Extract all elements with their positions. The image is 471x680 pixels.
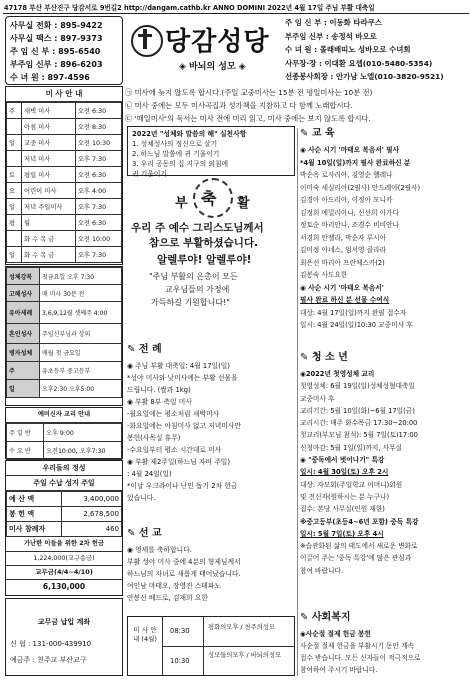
easter-greeting: 부 축 활 우리 주 예수 그리스도님께서 참으로 부활하셨습니다. 알렐루야! 알렐루야! "주님 부활의 은총이 모든 교우님들의 가정에 가득하길 기원합니다!"	[127, 178, 295, 320]
pen-icon: ✎	[127, 344, 139, 355]
education-title: ✎ 교 육	[300, 128, 335, 139]
masthead	[125, 15, 285, 85]
address-text: 47178 부산 부산진구 당감서로 9번길2 http://dangam.cathb.kr ANNO DOMINI 2022년 4월 17일 주님 부활 대축일	[4, 4, 375, 12]
poor-offering-amount: 1,224,000(교구송금)	[6, 552, 122, 566]
mass-schedule-title: 미 사 안 내	[6, 87, 122, 102]
dues-amount: 6,130,000	[42, 582, 86, 591]
liturgy-title: ✎ 전 례	[127, 344, 162, 355]
divider-vertical	[297, 128, 298, 676]
contact-row: 사무실 전화 : 895-9422	[10, 21, 103, 30]
catechism-title: 예비신자 교리 안내	[6, 408, 122, 423]
youth-section: ✎ 청 소 년 ◉2022년 첫영성체 교리 첫영성체: 6월 19일(일)성체성혈대축일 교중미사 후 교리기간: 5월 10일(화)~6월 17일(금) 교리시간: 매주 화수목금 17:30~20:00 첫교리(부모님 참석): 5월 7일(토)17:00 신청마감: 5월 1일(일)까지, 사무실 ◉ "중독에서 벗어나기" 특강 일시: 4월 30일(토) 오후 2시 대상: 자모회(주일학교 어머니)회원 및 전신자(원하시는 분 누구나) 접수: 본당 사무실(인원 제한) ※중고등부(초등4~6년 포함) 중독 특강 일시: 5월 7일(토) 오후 4시 ※습관화된 삶의 태도에서 새로운 변화로 이끌어 주는 '중독 특강'에 많은 관심과 참여 바랍니다.	[300, 352, 469, 587]
top-rule	[3, 13, 469, 14]
mission-title: ✎ 선 교	[127, 528, 162, 539]
education-section: ✎ 교 육 ◉ 사순 시기 '마태오 복음서' 필사 *4월 10일(일)까지 필사 완료하신 분 박순옥 로사리아, 김영순 헬레나 이미숙 세실리아(2필사) 안드레아(2필사) 김경아 아드리아, 이정아 모니카 김정희 에밀리아나, 신선희 아가다 정토순 마리안나, 조경수 비비안나 서경희 안젤라, 박순자 루시아 김미정 아네스, 엄서영 클라라 최은선 마리아 프란체스카(2) 김봉숙 사도요한 ◉ 사순 시기 '마태오 복음서' 필사 완료 하신 분 선물 수여식 대상: 4월 17일(일)까지 완필 접수자 일시: 4월 24일(일)10:30 교중미사 후	[300, 128, 469, 343]
pen-icon: ✎	[127, 528, 139, 539]
pen-icon: ✎	[300, 352, 312, 363]
account-title: 교무금 납입 계좌	[37, 618, 91, 626]
mass-schedule-table: 주 새벽 미사 오전 6:30 아침 미사 오전 8:30 일 교중 미사 오전 10:30 저녁 미사 오후 7:30 토 평일 미사 오전 6:30 요 어린이 미사 오후 4:00 일 저녁 주일미사 오후 7:30 평 월 오전 6:30 화 수 목 금 오전 10:00 일 화 수 목 금 오후 7:30	[6, 102, 122, 263]
notices-top: ㉠ 미사에 늦지 않도록 합시다.(주일 교중미사는 15분 전 평일미사는 10분 전) ㉡ 미사 중에는 모두 미사곡집과 성가책을 지참하고 다 함께 노래합시다. ㉢ '매일미사'의 독서는 미사 전에 미리 읽고, 미사 중에는 보지 않도록 합시다.	[125, 88, 373, 123]
poor-offering-title: 가난한 이들을 위한 2차 헌금	[6, 537, 122, 552]
church-logo-icon	[131, 25, 163, 57]
account-holder: 예금주 : 천주교 부산교구	[10, 656, 87, 664]
weekday-mass-box: 미 사 안 내 (4월) 08:30 평화의모후 / 천주의성모 10:30 성모들의모후 / 바뇌의성모	[127, 616, 295, 676]
contact-row: 수 녀 원 : 897-4596	[10, 73, 90, 82]
liturgy-section: ✎ 전 례 ◉ 주님 부활 대축일: 4월 17일(일) *성야 미사와 낮미사에는 부활 선물을 드립니다. (쌀과 1kg) ◉ 부활 8부 축일 미사 -월요일에는 평소처럼 새벽미사 -화요일에는 아침미사 없고 저녁미사만 봉헌(사목실 휴무) -수요일부터 평소 시간대로 미사 ◉ 부활 제2주일(하느님 자비 주일) : 4월 24일(일) *이날 우크라이나 난민 돕기 2차 헌금 있습니다.	[127, 344, 295, 524]
pen-icon: ✎	[300, 612, 312, 623]
mission-section: ✎ 선 교 ◉ 영세를 축하합니다. 부활 성야 미사 중에 4분의 형제님께서 하느님의 자녀로 새롭게 태어났습니다. 여인남 마태오, 장영진 스테파노 안봉선 베드로, 김재희 요한	[127, 528, 295, 600]
cross-icon	[143, 29, 147, 49]
account-box	[5, 598, 123, 676]
mass-schedule-box	[5, 86, 123, 265]
catechism-box: 예비신자 교리 안내 주 일 반 오후 9:00 수 요 반 오전10:00, 오후7:30	[5, 407, 123, 459]
top-address-bar	[4, 2, 469, 13]
pen-icon: ✎	[300, 128, 312, 139]
contact-row: 사무실 팩스 : 897-9373	[10, 34, 103, 43]
contacts-box	[5, 16, 123, 85]
finance-subtitle: 주일 수납 성지 주일	[6, 475, 122, 491]
sacrament-info-box: 성체강복 첫금요일 오후 7:30 고해성사 매 미사 30분 전 유아세례 3,6,9,12월 셋째주 4:00 혼인성사 주임신부님과 상의 병자성체 매월 첫 금요일 주 유초등부 중고등부 일 오후2:30 오후5:00	[5, 266, 123, 406]
church-title: 당감성당	[165, 27, 270, 57]
dues-title: 교무금(4/4~4/10)	[6, 566, 122, 580]
youth-title: ✎ 청 소 년	[300, 352, 348, 363]
staff-box: 주 임 신 부 : 이동화 타라쿠스 부주임 신부 : 송정석 바오로 수 녀 원 : 몰래배띠노 성바오로 수녀회 사무장·장 : 이대환 요셉(010-5480-5354) 선종봉사회장 : 안가남 노엘(010-3820-9521)	[285, 18, 444, 81]
practice-box: 2022년 "성체와 말씀의 해" 실천사항 1. 성체성사의 정신으로 살기 2. 하느님 말씀에 귀 기울이기 3. 우리 공동의 집 지구의 외침에 귀 기울이기	[127, 126, 295, 176]
church-motto: ◈ 바뇌의 성모 ◈	[179, 62, 246, 72]
contact-row: 주 임 신 부 : 895-6540	[10, 47, 101, 56]
social-welfare-title: ✎ 사회복지	[300, 612, 351, 623]
account-bank: 신 협 : 131-000-439910	[10, 640, 92, 648]
finance-title: 우리들의 정성	[42, 464, 86, 472]
finance-box: 우리들의 정성 주일 수납 성지 주일 예 산 액 3,400,000 봉 헌 액 2,678,500 미사 참례자 460 가난한 이들을 위한 2차 헌금 1,224,000(교구송금) 교무금(4/4~4/10) 6,130,000	[5, 460, 123, 596]
contact-row: 부주임 신부 : 896-6203	[10, 60, 103, 69]
social-welfare-section: ✎ 사회복지 ◉사순절 절제 헌금 봉헌 사순절 절제 헌금을 부활시기 동안 계속 접수 받습니다. 모든 신자들이 적극적으로 참여하여 주시기 바랍니다.	[300, 612, 469, 676]
